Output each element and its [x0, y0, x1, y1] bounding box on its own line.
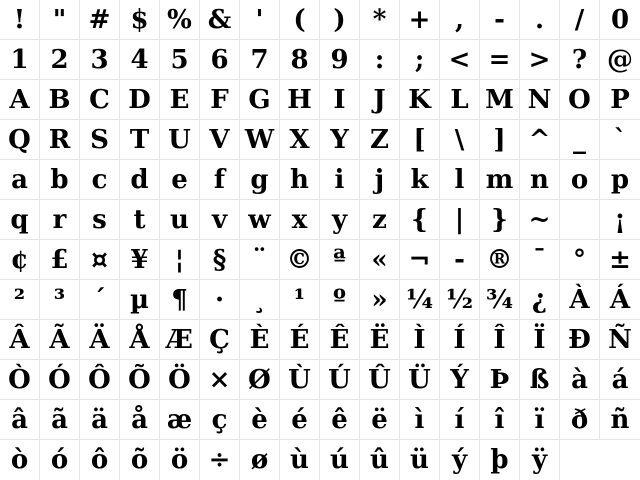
glyph-cell[interactable]: n: [520, 160, 560, 200]
glyph-cell[interactable]: T: [120, 120, 160, 160]
glyph-cell[interactable]: Ç: [200, 320, 240, 360]
glyph-cell[interactable]: á: [600, 360, 640, 400]
glyph-cell[interactable]: ?: [560, 40, 600, 80]
glyph-cell[interactable]: ï: [520, 400, 560, 440]
glyph-cell[interactable]: ü: [400, 440, 440, 480]
glyph-cell[interactable]: ²: [0, 280, 40, 320]
glyph-cell[interactable]: /: [560, 0, 600, 40]
glyph-cell[interactable]: ß: [520, 360, 560, 400]
glyph-cell[interactable]: }: [480, 200, 520, 240]
glyph-cell[interactable]: ;: [400, 40, 440, 80]
glyph-cell[interactable]: Ì: [400, 320, 440, 360]
glyph-cell[interactable]: È: [240, 320, 280, 360]
glyph-cell[interactable]: Û: [360, 360, 400, 400]
glyph-cell[interactable]: 1: [0, 40, 40, 80]
glyph-cell[interactable]: e: [160, 160, 200, 200]
glyph-cell[interactable]: ð: [560, 400, 600, 440]
glyph-cell[interactable]: {: [400, 200, 440, 240]
glyph-cell[interactable]: Ê: [320, 320, 360, 360]
glyph-cell[interactable]: ¡: [600, 200, 640, 240]
glyph-cell[interactable]: Ý: [440, 360, 480, 400]
glyph-cell[interactable]: ò: [0, 440, 40, 480]
glyph-cell[interactable]: ý: [440, 440, 480, 480]
glyph-cell[interactable]: ®: [480, 240, 520, 280]
glyph-cell[interactable]: Á: [600, 280, 640, 320]
glyph-cell[interactable]: ^: [520, 120, 560, 160]
glyph-row: [0, 360, 640, 400]
glyph-cell[interactable]: y: [320, 200, 360, 240]
glyph-cell[interactable]: f: [200, 160, 240, 200]
glyph-cell[interactable]: O: [560, 80, 600, 120]
glyph-cell[interactable]: q: [0, 200, 40, 240]
glyph-cell[interactable]: 9: [320, 40, 360, 80]
glyph-cell[interactable]: Í: [440, 320, 480, 360]
glyph-cell[interactable]: 6: [200, 40, 240, 80]
glyph-cell[interactable]: Ô: [80, 360, 120, 400]
glyph-cell[interactable]: Ï: [520, 320, 560, 360]
glyph-cell[interactable]: ¼: [400, 280, 440, 320]
glyph-cell[interactable]: í: [440, 400, 480, 440]
glyph-cell[interactable]: &: [200, 0, 240, 40]
glyph-cell[interactable]: ·: [200, 280, 240, 320]
glyph-cell[interactable]: î: [480, 400, 520, 440]
glyph-cell[interactable]: Z: [360, 120, 400, 160]
glyph-cell[interactable]: b: [40, 160, 80, 200]
glyph-cell[interactable]: æ: [160, 400, 200, 440]
glyph-cell[interactable]: <: [440, 40, 480, 80]
glyph-cell[interactable]: §: [200, 240, 240, 280]
glyph-cell[interactable]: t: [120, 200, 160, 240]
glyph-cell[interactable]: ì: [400, 400, 440, 440]
glyph-cell[interactable]: õ: [120, 440, 160, 480]
glyph-cell[interactable]: v: [200, 200, 240, 240]
glyph-cell[interactable]: %: [160, 0, 200, 40]
glyph-cell[interactable]: ¢: [0, 240, 40, 280]
glyph-cell[interactable]: P: [600, 80, 640, 120]
glyph-cell[interactable]: !: [0, 0, 40, 40]
glyph-cell[interactable]: L: [440, 80, 480, 120]
glyph-cell[interactable]: ³: [40, 280, 80, 320]
glyph-cell[interactable]: Å: [120, 320, 160, 360]
glyph-cell[interactable]: Ú: [320, 360, 360, 400]
glyph-cell[interactable]: 8: [280, 40, 320, 80]
glyph-row: [0, 120, 640, 160]
glyph-cell[interactable]: ÷: [200, 440, 240, 480]
glyph-cell[interactable]: Ò: [0, 360, 40, 400]
glyph-cell[interactable]: þ: [480, 440, 520, 480]
glyph-cell[interactable]: Æ: [160, 320, 200, 360]
glyph-cell[interactable]: E: [160, 80, 200, 120]
glyph-cell[interactable]: Y: [320, 120, 360, 160]
glyph-cell[interactable]: J: [360, 80, 400, 120]
glyph-cell[interactable]: ê: [320, 400, 360, 440]
glyph-cell[interactable]: Ù: [280, 360, 320, 400]
glyph-cell[interactable]: #: [80, 0, 120, 40]
glyph-cell[interactable]: |: [440, 200, 480, 240]
glyph-cell[interactable]: ¥: [120, 240, 160, 280]
glyph-cell[interactable]: ÿ: [520, 440, 560, 480]
glyph-cell[interactable]: (: [280, 0, 320, 40]
glyph-cell[interactable]: x: [280, 200, 320, 240]
glyph-cell[interactable]: $: [120, 0, 160, 40]
glyph-cell[interactable]: .: [520, 0, 560, 40]
glyph-cell[interactable]: ): [320, 0, 360, 40]
glyph-cell[interactable]: Õ: [120, 360, 160, 400]
glyph-cell[interactable]: ¸: [240, 280, 280, 320]
glyph-cell[interactable]: É: [280, 320, 320, 360]
glyph-cell[interactable]: ¯: [520, 240, 560, 280]
glyph-cell[interactable]: 7: [240, 40, 280, 80]
glyph-cell[interactable]: 5: [160, 40, 200, 80]
glyph-cell[interactable]: N: [520, 80, 560, 120]
glyph-cell[interactable]: ]: [480, 120, 520, 160]
glyph-cell[interactable]: ã: [40, 400, 80, 440]
glyph-cell[interactable]: º: [320, 280, 360, 320]
glyph-cell[interactable]: ´: [80, 280, 120, 320]
glyph-cell[interactable]: ù: [280, 440, 320, 480]
glyph-cell[interactable]: 0: [600, 0, 640, 40]
glyph-cell[interactable]: A: [0, 80, 40, 120]
glyph-cell[interactable]: >: [520, 40, 560, 80]
glyph-row: [0, 400, 640, 440]
glyph-cell[interactable]: K: [400, 80, 440, 120]
glyph-cell[interactable]: Â: [0, 320, 40, 360]
glyph-cell[interactable]: D: [120, 80, 160, 120]
glyph-cell[interactable]: g: [240, 160, 280, 200]
glyph-cell[interactable]: ú: [320, 440, 360, 480]
glyph-cell[interactable]: I: [320, 80, 360, 120]
glyph-cell[interactable]: i: [320, 160, 360, 200]
glyph-cell[interactable]: ¦: [160, 240, 200, 280]
glyph-cell[interactable]: B: [40, 80, 80, 120]
glyph-cell[interactable]: Ð: [560, 320, 600, 360]
glyph-cell[interactable]: ¤: [80, 240, 120, 280]
glyph-cell[interactable]: À: [560, 280, 600, 320]
glyph-cell[interactable]: ö: [160, 440, 200, 480]
glyph-cell[interactable]: k: [400, 160, 440, 200]
glyph-cell[interactable]: Ö: [160, 360, 200, 400]
glyph-cell[interactable]: *: [360, 0, 400, 40]
glyph-cell[interactable]: é: [280, 400, 320, 440]
glyph-cell[interactable]: r: [40, 200, 80, 240]
glyph-cell[interactable]: £: [40, 240, 80, 280]
glyph-cell[interactable]: ó: [40, 440, 80, 480]
glyph-cell[interactable]: m: [480, 160, 520, 200]
glyph-cell[interactable]: h: [280, 160, 320, 200]
glyph-cell[interactable]: Ã: [40, 320, 80, 360]
glyph-cell[interactable]: c: [80, 160, 120, 200]
glyph-cell[interactable]: à: [560, 360, 600, 400]
glyph-cell[interactable]: ¹: [280, 280, 320, 320]
glyph-cell[interactable]: Ë: [360, 320, 400, 360]
glyph-cell[interactable]: F: [200, 80, 240, 120]
glyph-cell[interactable]: ô: [80, 440, 120, 480]
glyph-cell[interactable]: ¨: [240, 240, 280, 280]
glyph-cell[interactable]: 4: [120, 40, 160, 80]
glyph-cell[interactable]: »: [360, 280, 400, 320]
glyph-cell[interactable]: ©: [280, 240, 320, 280]
glyph-cell[interactable]: ª: [320, 240, 360, 280]
glyph-cell[interactable]: å: [120, 400, 160, 440]
glyph-cell[interactable]: Q: [0, 120, 40, 160]
glyph-cell[interactable]: ¿: [520, 280, 560, 320]
glyph-cell[interactable]: Ü: [400, 360, 440, 400]
glyph-cell[interactable]: o: [560, 160, 600, 200]
glyph-cell[interactable]: X: [280, 120, 320, 160]
glyph-cell[interactable]: U: [160, 120, 200, 160]
glyph-cell[interactable]: H: [280, 80, 320, 120]
glyph-cell[interactable]: ¬: [400, 240, 440, 280]
glyph-cell[interactable]: `: [600, 120, 640, 160]
glyph-cell[interactable]: Î: [480, 320, 520, 360]
glyph-cell[interactable]: °: [560, 240, 600, 280]
glyph-cell[interactable]: R: [40, 120, 80, 160]
glyph-cell[interactable]: W: [240, 120, 280, 160]
glyph-cell[interactable]: z: [360, 200, 400, 240]
glyph-cell[interactable]: :: [360, 40, 400, 80]
glyph-cell[interactable]: p: [600, 160, 640, 200]
glyph-cell[interactable]: ç: [200, 400, 240, 440]
glyph-cell[interactable]: ë: [360, 400, 400, 440]
glyph-cell[interactable]: ¾: [480, 280, 520, 320]
glyph-cell[interactable]: Ó: [40, 360, 80, 400]
glyph-cell[interactable]: ø: [240, 440, 280, 480]
glyph-cell[interactable]: Ø: [240, 360, 280, 400]
glyph-cell[interactable]: ~: [520, 200, 560, 240]
glyph-cell[interactable]: «: [360, 240, 400, 280]
glyph-cell[interactable]: 3: [80, 40, 120, 80]
glyph-cell[interactable]: â: [0, 400, 40, 440]
glyph-cell[interactable]: Þ: [480, 360, 520, 400]
glyph-cell[interactable]: C: [80, 80, 120, 120]
glyph-row: [0, 200, 640, 240]
glyph-cell[interactable]: a: [0, 160, 40, 200]
glyph-cell[interactable]: M: [480, 80, 520, 120]
glyph-row: [0, 160, 640, 200]
glyph-row: [0, 40, 640, 80]
glyph-row: [0, 240, 640, 280]
glyph-cell[interactable]: ñ: [600, 400, 640, 440]
glyph-cell[interactable]: -: [440, 240, 480, 280]
glyph-cell[interactable]: Ä: [80, 320, 120, 360]
glyph-cell[interactable]: 2: [40, 40, 80, 80]
glyph-cell[interactable]: ": [40, 0, 80, 40]
glyph-cell[interactable]: ±: [600, 240, 640, 280]
glyph-cell[interactable]: ×: [200, 360, 240, 400]
glyph-cell[interactable]: V: [200, 120, 240, 160]
glyph-row: [0, 0, 640, 40]
glyph-cell[interactable]: s: [80, 200, 120, 240]
glyph-cell[interactable]: @: [600, 40, 640, 80]
glyph-cell[interactable]: w: [240, 200, 280, 240]
glyph-row: [0, 320, 640, 360]
glyph-cell[interactable]: µ: [120, 280, 160, 320]
glyph-cell[interactable]: \: [440, 120, 480, 160]
glyph-cell[interactable]: j: [360, 160, 400, 200]
glyph-cell-empty: [560, 200, 600, 240]
glyph-cell[interactable]: è: [240, 400, 280, 440]
glyph-cell[interactable]: û: [360, 440, 400, 480]
glyph-cell[interactable]: d: [120, 160, 160, 200]
glyph-cell[interactable]: ¶: [160, 280, 200, 320]
glyph-cell[interactable]: u: [160, 200, 200, 240]
glyph-cell[interactable]: ½: [440, 280, 480, 320]
glyph-cell[interactable]: [: [400, 120, 440, 160]
glyph-cell[interactable]: ,: [440, 0, 480, 40]
glyph-cell[interactable]: Ñ: [600, 320, 640, 360]
glyph-row: [0, 80, 640, 120]
glyph-row: [0, 440, 640, 480]
glyph-row: [0, 280, 640, 320]
glyph-cell[interactable]: -: [480, 0, 520, 40]
glyph-cell[interactable]: +: [400, 0, 440, 40]
glyph-cell[interactable]: l: [440, 160, 480, 200]
glyph-cell[interactable]: S: [80, 120, 120, 160]
glyph-cell[interactable]: ': [240, 0, 280, 40]
glyph-cell[interactable]: _: [560, 120, 600, 160]
glyph-cell[interactable]: ä: [80, 400, 120, 440]
glyph-cell[interactable]: G: [240, 80, 280, 120]
glyph-cell[interactable]: =: [480, 40, 520, 80]
